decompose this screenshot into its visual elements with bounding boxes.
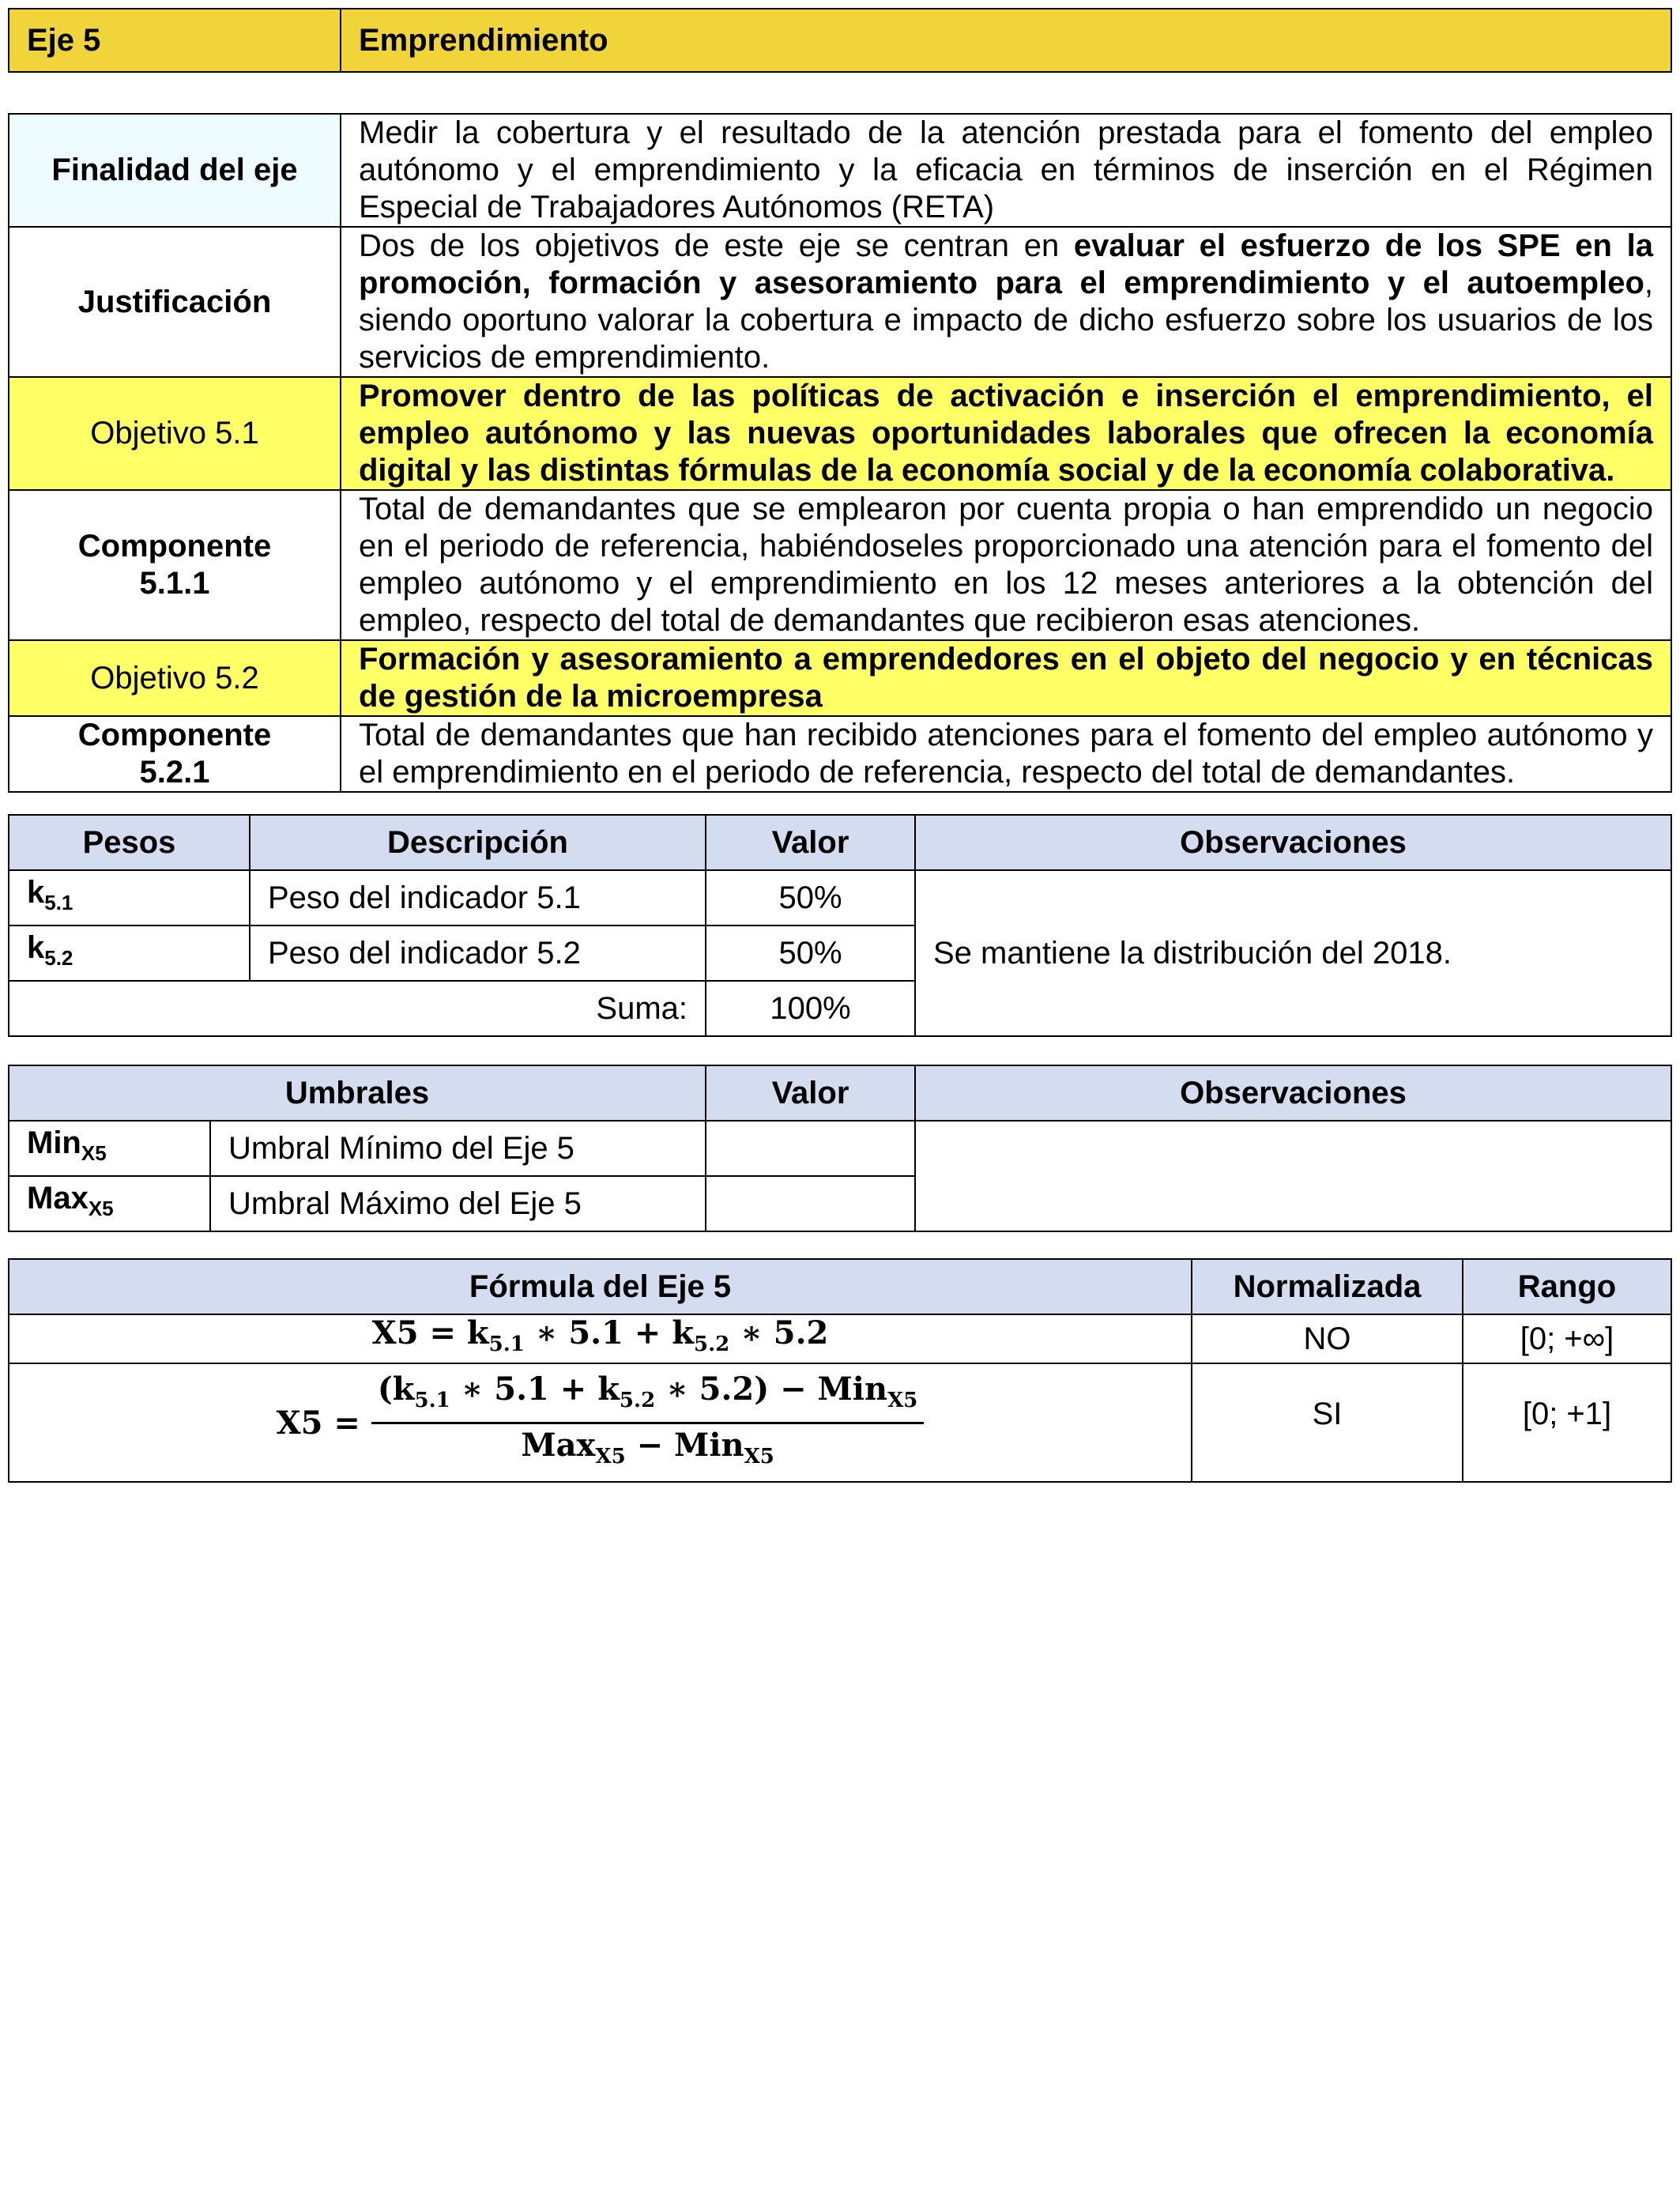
normalizada-no: NO (1192, 1314, 1463, 1363)
rango-si: [0; +1] (1463, 1363, 1671, 1482)
peso-k51-sub: 5.1 (44, 891, 73, 914)
peso-k51-symbol: k (27, 875, 45, 910)
eje-title: Emprendimiento (341, 9, 1671, 72)
valor-header: Valor (706, 815, 915, 870)
componente-511-label (9, 490, 341, 640)
pesos-header: Pesos (9, 815, 250, 870)
umbrales-header: Umbrales (9, 1065, 706, 1121)
formula-header: Fórmula del Eje 5 (9, 1259, 1192, 1314)
pesos-observacion: Se mantiene la distribución del 2018. (915, 870, 1671, 1036)
umbrales-observaciones-header: Observaciones (915, 1065, 1671, 1121)
suma-valor: 100% (706, 981, 915, 1036)
peso-k52-symbol: k (27, 930, 45, 965)
suma-label: Suma: (9, 981, 706, 1036)
justificacion-label: Justificación (9, 227, 341, 377)
peso-k52 (9, 925, 250, 981)
finalidad-text: Medir la cobertura y el resultado de la atención prestada para el fomento del empleo autónomo y el emprendimiento y la eficacia en términos de inserción en el Régimen Especial de Trabajadores Autónomos (RETA) (341, 114, 1671, 227)
formula-normalizada: X5 = $\frac{(k_{5.1} ∗ 5.1 + k_{5.2} ∗ 5.2) - Min_{X5}}{Max_{X5} - Min_{X5}}$ (9, 1363, 1192, 1482)
objetivo-52-label: Objetivo 5.2 (9, 640, 341, 716)
componente-511-text: Total de demandantes que se emplearon por cuenta propia o han emprendido un negocio en el periodo de referencia, habiéndoseles proporcionado una atención para el fomento del empleo autónomo y el emprendimiento en los 12 meses anteriores a la obtención del empleo, respecto del total de demandantes que recibieron esas atenciones. (341, 490, 1671, 640)
umbral-min-descripcion: Umbral Mínimo del Eje 5 (210, 1121, 706, 1176)
componente-521-label-line2: 5.2.1 (139, 755, 210, 790)
componente-521-label-line1: Componente (77, 718, 272, 752)
justificacion-pre: Dos de los objetivos de este eje se centran en (359, 228, 1074, 263)
normalizada-header: Normalizada (1192, 1259, 1463, 1314)
normalizada-si: SI (1192, 1363, 1463, 1482)
eje-number: Eje 5 (9, 9, 341, 72)
eje-header-table (8, 8, 1672, 73)
justificacion-bold: evaluar el esfuerzo de los SPE en la promoción, formación y asesoramiento para el emprendimiento y el autoempleo (359, 228, 1653, 300)
justificacion-text (341, 227, 1671, 377)
justificacion-post: , siendo oportuno valorar la cobertura e impacto de dicho esfuerzo sobre los usuarios de los servicios de emprendimiento. (359, 266, 1653, 375)
objetivo-51-text: Promover dentro de las políticas de activación e inserción el emprendimiento, el empleo autónomo y las nuevas oportunidades laborales que ofrecen la economía digital y las distintas fórmulas de la economía social y de la economía colaborativa. (341, 377, 1671, 490)
objetivo-52-text: Formación y asesoramiento a emprendedores en el objeto del negocio y en técnicas de gestión de la microempresa (341, 640, 1671, 716)
componente-521-text: Total de demandantes que han recibido atenciones para el fomento del empleo autónomo y el emprendimiento en el periodo de referencia, respecto del total de demandantes. (341, 716, 1671, 792)
componente-511-label-line2: 5.1.1 (139, 566, 210, 601)
umbrales-table (8, 1065, 1672, 1232)
peso-k52-sub: 5.2 (44, 946, 73, 970)
peso-k52-descripcion: Peso del indicador 5.2 (250, 925, 706, 981)
umbrales-observacion (915, 1121, 1671, 1231)
peso-k51-valor: 50% (706, 870, 915, 925)
observaciones-header: Observaciones (915, 815, 1671, 870)
rango-header: Rango (1463, 1259, 1671, 1314)
umbral-max-descripcion: Umbral Máximo del Eje 5 (210, 1176, 706, 1231)
formula-no-normalizada: $X5 = k_{5.1}$ ∗ $5.1 + k_{5.2}$ ∗ 5.2 (9, 1314, 1192, 1363)
formula-table (8, 1258, 1672, 1483)
rango-no: [0; +∞] (1463, 1314, 1671, 1363)
umbral-min-valor (706, 1121, 915, 1176)
pesos-table (8, 814, 1672, 1037)
umbrales-valor-header: Valor (706, 1065, 915, 1121)
peso-k51 (9, 870, 250, 925)
descripcion-header: Descripción (250, 815, 706, 870)
objetivo-51-label: Objetivo 5.1 (9, 377, 341, 490)
umbral-max (9, 1176, 210, 1231)
umbral-min (9, 1121, 210, 1176)
componente-511-label-line1: Componente (77, 529, 272, 564)
finalidad-label: Finalidad del eje (9, 114, 341, 227)
umbral-max-sub: X5 (88, 1197, 114, 1220)
componente-521-label (9, 716, 341, 792)
peso-k51-descripcion: Peso del indicador 5.1 (250, 870, 706, 925)
umbral-min-name: Min (27, 1125, 81, 1160)
umbral-max-valor (706, 1176, 915, 1231)
umbral-min-sub: X5 (81, 1141, 107, 1165)
formula-fraction: $\frac{(k_{5.1} ∗ 5.1 + k_{5.2} ∗ 5.2) - Min_{X5}}{Max_{X5} - Min_{X5}}$ (371, 1371, 924, 1475)
eje-description-table (8, 113, 1672, 793)
umbral-max-name: Max (27, 1181, 89, 1216)
peso-k52-valor: 50% (706, 925, 915, 981)
